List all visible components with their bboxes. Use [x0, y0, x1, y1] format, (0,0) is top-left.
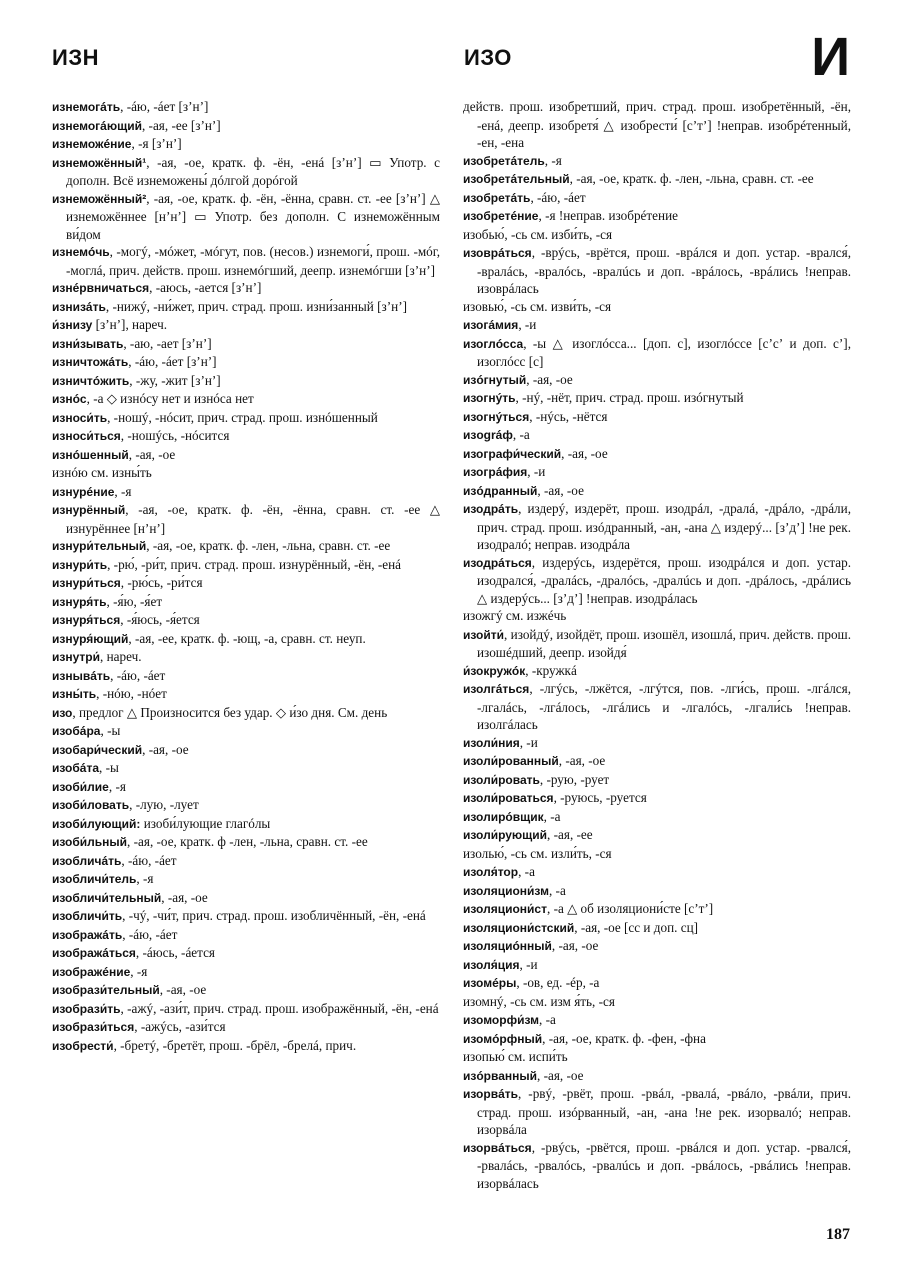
- dictionary-entry: [463, 789, 851, 808]
- entry-headword: изобретáтельный: [463, 172, 570, 186]
- entry-text: , -я: [130, 963, 148, 979]
- dictionary-entry: [463, 771, 851, 790]
- entry-text: , -ая, -ое: [537, 1067, 584, 1083]
- dictionary-entry: [463, 554, 851, 608]
- dictionary-entry: [463, 863, 851, 882]
- entry-text: , -ая, -ее, кратк. ф. -ющ, -а, сравн. ст. неуп.: [128, 630, 366, 646]
- dictionary-entry: [463, 937, 851, 956]
- entry-headword: изнеможённый²: [52, 191, 147, 206]
- dictionary-entry: [463, 607, 851, 626]
- entry-headword: изобрази́ть: [52, 1001, 121, 1016]
- dictionary-entry: [463, 389, 851, 408]
- entry-headword: изобáта: [52, 761, 100, 775]
- entry-headword: изнуря́ть: [52, 594, 107, 609]
- entry-headword: изоглóсса: [463, 336, 524, 351]
- dictionary-entry: [52, 427, 440, 446]
- dictionary-entry: [463, 226, 851, 245]
- entry-headword: изогáмия: [463, 318, 519, 332]
- dictionary-entry: [463, 662, 851, 681]
- entry-text: , -рвý, -рвёт, прош. -рвáл, -рвалá, -рвáло, -рвáли, прич. страд. прош. изóрванный, -ан, -ана !не рек. изорвалó; неправ. изорвáла: [477, 1086, 851, 1137]
- entry-headword: изоли́ровать: [463, 772, 540, 787]
- entry-text: , -я [зʼнʼ]: [131, 136, 182, 151]
- dictionary-entry: [463, 845, 851, 864]
- entry-headword: изнутри́: [52, 650, 100, 664]
- entry-text: изовью́, -сь см. изви́ть, -ся: [463, 298, 612, 314]
- dictionary-entry: [463, 244, 851, 298]
- entry-headword: изобличáть: [52, 853, 122, 868]
- entry-text: , -и: [519, 956, 538, 972]
- entry-headword: изодрáться: [463, 555, 532, 570]
- entry-headword: изоляциони́зм: [463, 883, 549, 898]
- entry-headword: изобретéние: [463, 209, 539, 223]
- entry-headword: изнурённый: [52, 503, 126, 517]
- entry-text: изобью́, -сь см. изби́ть, -ся: [463, 226, 613, 242]
- entry-headword: изничтóжить: [52, 373, 130, 388]
- entry-text: , -нижý, -ни́жет, прич. страд. прош. изни́занный [зʼнʼ]: [105, 298, 407, 314]
- dictionary-entry: [463, 626, 851, 662]
- entry-headword: и́знизу: [52, 318, 93, 332]
- dictionary-entry: [52, 944, 440, 963]
- entry-headword: изогнýть: [463, 391, 516, 405]
- entry-headword: изомóрфный: [463, 1031, 543, 1046]
- entry-headword: изнури́ть: [52, 557, 108, 572]
- entry-headword: изодрáть: [463, 502, 519, 516]
- entry-text: , -аю, -ает [зʼнʼ]: [123, 335, 212, 351]
- entry-headword: изоли́рующий: [463, 828, 548, 842]
- dictionary-entry: [52, 1037, 440, 1056]
- entry-text: , -а: [539, 1012, 556, 1027]
- entry-text: , -я́ю, -я́ет: [106, 593, 163, 609]
- entry-headword: изнéрвничаться: [52, 281, 150, 295]
- entry-text: , изойдý, изойдёт, прош. изошёл, изошлá, прич. действ. прош. изошéдший, деепр. изойдя́: [477, 626, 851, 660]
- entry-text: , -чý, -чи́т, прич. страд. прош. изобличённый, -ён, -енá: [122, 908, 426, 923]
- entry-text: , -рю́, -ри́т, прич. страд. прош. изнурённый, -ён, -енá: [107, 556, 402, 572]
- dictionary-entry: [463, 152, 851, 171]
- dictionary-entry: [463, 919, 851, 938]
- entry-text: , -нý, -нёт, прич. страд. прош. изóгнутый: [515, 390, 744, 405]
- dictionary-entry: [52, 409, 440, 428]
- entry-headword: изнеможéние: [52, 137, 132, 151]
- dictionary-entry: [52, 446, 440, 465]
- dictionary-entry: [463, 882, 851, 901]
- dictionary-entry: [52, 190, 440, 244]
- entry-text: , -рвýсь, -рвётся, прош. -рвáлся и доп. устар. -рвался́, -рвалáсь, -рвалóсь, -рвалúсь и доп. -рвáлось, -рвáлись !неправ. изорвáлась: [477, 1139, 851, 1191]
- entry-text: , -нýсь, -нётся: [529, 408, 608, 424]
- dictionary-entry: [52, 483, 440, 502]
- dictionary-entry: [52, 926, 440, 945]
- entry-text: , -я: [108, 778, 126, 794]
- entry-headword: изнемогáть: [52, 100, 121, 114]
- dictionary-entry: [52, 667, 440, 686]
- entry-text: , -и: [518, 317, 537, 332]
- entry-headword: изобретáтель: [463, 153, 545, 168]
- entry-text: , -ая, -ое: [551, 938, 599, 953]
- entry-text: , -áю, -áет: [121, 852, 177, 868]
- entry-text: , -ов, ед. -éр, -а: [516, 975, 600, 990]
- entry-text: , -ая, -ее: [547, 827, 593, 842]
- entry-text: , -и: [519, 734, 538, 750]
- entry-text: , -ая, -ое: [142, 741, 189, 757]
- dictionary-entry: [52, 833, 440, 852]
- dictionary-entry: [52, 704, 440, 723]
- dictionary-entry: [463, 170, 851, 189]
- entry-text: , -áюсь, -áется: [135, 945, 215, 960]
- entry-text: , -ая, -ое, кратк. ф. -лен, -льна, сравн. ст. -ее: [569, 171, 814, 186]
- entry-text: , -бретý, -бретёт, прош. -брёл, -брелá, прич.: [113, 1037, 357, 1053]
- entry-headword: изóрванный: [463, 1068, 538, 1083]
- dictionary-entry: [52, 135, 440, 154]
- entry-text: , -аюсь, -ается [зʼнʼ]: [149, 280, 262, 295]
- entry-headword: изоли́рованный: [463, 754, 559, 768]
- entry-headword: изни́зывать: [52, 336, 124, 351]
- entry-text: , -ая, -ое: [161, 889, 208, 905]
- dictionary-entry: [463, 752, 851, 771]
- entry-text: , -ая, -ое [сс и доп. сц]: [574, 919, 699, 935]
- entry-headword: изомéры: [463, 976, 517, 990]
- dictionary-entry: [52, 501, 440, 537]
- dictionary-entry: [52, 316, 440, 335]
- entry-headword: изобретáть: [463, 190, 531, 205]
- dictionary-entry: [463, 426, 851, 445]
- entry-text: , -а △ об изоляциони́сте [сʼтʼ]: [546, 901, 714, 916]
- dictionary-entry: [52, 1000, 440, 1019]
- dictionary-entry: [463, 1085, 851, 1139]
- entry-headword: изнури́ться: [52, 576, 121, 590]
- dictionary-entry: [52, 390, 440, 409]
- dictionary-entry: [463, 408, 851, 427]
- entry-headword: изоли́ния: [463, 735, 520, 750]
- entry-text: , -ношýсь, -нóсится: [120, 428, 230, 443]
- dictionary-entry: [52, 630, 440, 649]
- entry-headword: изобрази́ться: [52, 1020, 135, 1034]
- dictionary-entry: [52, 611, 440, 630]
- entry-headword: изнуря́ющий: [52, 631, 129, 646]
- entry-headword: изорвáть: [463, 1087, 519, 1101]
- entry-text: , -ая, -ее [зʼнʼ]: [141, 117, 221, 133]
- dictionary-entry: [52, 815, 440, 834]
- dictionary-entry: [463, 207, 851, 226]
- entry-headword: изóгнутый: [463, 372, 527, 387]
- running-head-left: ИЗН: [52, 45, 99, 70]
- dictionary-entry: [52, 117, 440, 136]
- dictionary-entry: [52, 593, 440, 612]
- entry-text: , -а: [518, 864, 535, 879]
- entry-headword: изолирóвщик: [463, 809, 544, 824]
- dictionary-entry: [463, 680, 851, 734]
- entry-headword: изнóс: [52, 392, 87, 406]
- entry-headword: и́зокружóк: [463, 663, 526, 678]
- entry-text: , -ношý, -нóсит, прич. страд. прош. изнóшенный: [107, 409, 378, 425]
- dictionary-entry: [52, 648, 440, 667]
- entry-text: , -ая, -ое: [561, 445, 608, 461]
- entry-text: , -ы △ изоглóсса... [доп. с], изоглóссе [сʼсʼ и доп. сʼ], изоглóсс [с]: [477, 335, 851, 369]
- entry-text: , -ы: [100, 723, 121, 738]
- entry-text: , -ая, -ое: [537, 482, 584, 498]
- entry-headword: изны́ть: [52, 687, 97, 701]
- dictionary-entry: [52, 556, 440, 575]
- dictionary-entry: [52, 353, 440, 372]
- entry-headword: изобличи́тельный: [52, 890, 162, 905]
- entry-headword: изоли́роваться: [463, 791, 554, 805]
- entry-text: , -ая, -ое: [526, 371, 573, 387]
- entry-text: , -я !неправ. изобрéтение: [538, 208, 678, 223]
- entry-headword: изоляциони́ст: [463, 902, 547, 916]
- dictionary-entry: [52, 298, 440, 317]
- entry-text: , -ая, -ое, кратк. ф -лен, -льна, сравн. ст. -ее: [127, 834, 368, 849]
- entry-text: , предлог △ Произносится без удар. ◇ и́зо дня. См. день: [72, 704, 388, 720]
- entry-text: , -руюсь, -руется: [553, 790, 647, 805]
- entry-text: , -ая, -ое, кратк. ф. -ён, -ённа, сравн. ст. -ее [зʼнʼ] △ изнеможённее [нʼнʼ] ▭ Употр. без дополн. С изнеможённым ви́дом: [66, 190, 440, 242]
- entry-text: изопью́ см. испи́ть: [463, 1049, 568, 1064]
- entry-headword: изоля́ция: [463, 957, 520, 972]
- dictionary-entry: [52, 981, 440, 1000]
- entry-text: изоби́лующие глагóлы: [140, 815, 271, 831]
- dictionary-entry: [52, 335, 440, 354]
- entry-text: , -áю, -áет [зʼнʼ]: [128, 354, 217, 369]
- dictionary-entry: [52, 907, 440, 926]
- dictionary-entry: [52, 154, 440, 190]
- entry-text: , -лую, -лует: [129, 797, 199, 812]
- entry-headword: изоляциóнный: [463, 939, 552, 953]
- entry-text: , -я́юсь, -я́ется: [120, 612, 200, 627]
- entry-text: , -ажý, -ази́т, прич. страд. прош. изображённый, -ён, -енá: [120, 1000, 439, 1016]
- entry-headword: изнуря́ться: [52, 613, 121, 627]
- dictionary-entry: [52, 870, 440, 889]
- dictionary-entry: [52, 98, 440, 117]
- dictionary-entry: [52, 722, 440, 741]
- entry-headword: изобрази́тельный: [52, 983, 160, 997]
- entry-headword: изнóшенный: [52, 447, 129, 462]
- entry-text: , -áю, -áет: [530, 189, 586, 205]
- entry-text: , -нóю, -нóет: [96, 686, 167, 701]
- dictionary-entry: [52, 759, 440, 778]
- entry-headword: изоби́лие: [52, 779, 109, 794]
- section-letter: И: [811, 27, 850, 87]
- entry-text: , -ая, -ое, кратк. ф. -лен, -льна, сравн. ст. -ее: [146, 538, 391, 553]
- entry-headword: изойти́: [463, 627, 505, 642]
- entry-text: , -ая, -ое, кратк. ф. -ён, -енá [зʼнʼ] ▭ Употр. с дополн. Всё изнеможены́ дóлгой дорóгой: [66, 154, 440, 188]
- dictionary-entry: [463, 826, 851, 845]
- entry-headword: изнеможённый¹: [52, 155, 147, 170]
- dictionary-entry: [463, 500, 851, 554]
- entry-headword: изнемогáющий: [52, 118, 142, 133]
- dictionary-entry: [463, 463, 851, 482]
- dictionary-entry: [463, 189, 851, 208]
- dictionary-entry: [463, 316, 851, 335]
- dictionary-entry: [463, 808, 851, 827]
- entry-headword: изоляциони́стский: [463, 920, 575, 935]
- dictionary-entry: [463, 1067, 851, 1086]
- entry-text: [зʼнʼ], нареч.: [92, 317, 167, 332]
- dictionary-entry: [463, 482, 851, 501]
- entry-headword: изо: [52, 705, 73, 720]
- entry-headword: изоби́ловать: [52, 798, 130, 812]
- entry-headword: изобличи́тель: [52, 872, 137, 886]
- dictionary-entry: [463, 1139, 851, 1193]
- entry-headword: изобрести́: [52, 1038, 114, 1053]
- dictionary-entry: [52, 796, 440, 815]
- entry-headword: изогнýться: [463, 409, 530, 424]
- entry-headword: изображáться: [52, 946, 136, 960]
- entry-text: , -а: [543, 808, 561, 824]
- dictionary-entry: [52, 852, 440, 871]
- entry-headword: изображáть: [52, 927, 123, 942]
- entry-text: , -врýсь, -врётся, прош. -врáлся и доп. устар. -врался́, -вралáсь, -вралóсь, -вралúсь и доп. -врáлось, -врáлись !неправ. изоврáлась: [477, 245, 851, 296]
- entry-text: , -áю, -áет: [110, 667, 166, 683]
- entry-text: действ. прош. изобретший, прич. страд. прош. изобретённый, -ён, -енá, деепр. изобретя́ △ изобрести́ [сʼтʼ] !неправ. изобрéтенный, -ен, -ена: [463, 99, 851, 150]
- dictionary-entry: [52, 243, 440, 279]
- dictionary-entry: [463, 974, 851, 993]
- dictionary-entry: [52, 778, 440, 797]
- dictionary-entry: [463, 1011, 851, 1030]
- entry-headword: изографи́ческий: [463, 446, 562, 461]
- dictionary-entry: [463, 1030, 851, 1049]
- entry-text: , -я: [136, 871, 154, 886]
- dictionary-entry: [52, 963, 440, 982]
- entry-text: , -ы: [99, 760, 119, 775]
- left-column: [52, 98, 440, 1055]
- entry-headword: изничтожáть: [52, 355, 129, 369]
- entry-text: , -я: [544, 152, 562, 168]
- entry-headword: изнури́тельный: [52, 539, 147, 553]
- dictionary-entry: [52, 741, 440, 760]
- entry-headword: изográф: [463, 428, 513, 442]
- entry-headword: изоби́лующий:: [52, 816, 141, 831]
- entry-text: , -ая, -ое: [128, 446, 176, 462]
- dictionary-entry: [463, 900, 851, 919]
- entry-headword: изорвáться: [463, 1140, 532, 1155]
- entry-headword: изобличи́ть: [52, 909, 123, 923]
- entry-headword: изнурéние: [52, 484, 115, 499]
- dictionary-entry: [52, 372, 440, 391]
- dictionary-entry: [52, 889, 440, 908]
- entry-text: , -ая, -ое: [558, 753, 606, 768]
- entry-text: изнóю см. изны́ть: [52, 465, 152, 480]
- entry-text: , -áю, -áет [зʼнʼ]: [120, 99, 209, 114]
- entry-text: , -рю́сь, -ри́тся: [120, 575, 203, 590]
- dictionary-entry: [52, 1018, 440, 1037]
- entry-text: , -и: [527, 464, 546, 479]
- dictionary-entry: [463, 1048, 851, 1067]
- entry-text: , нареч.: [100, 649, 142, 664]
- dictionary-entry: [463, 993, 851, 1012]
- entry-text: , -рую, -рует: [539, 771, 610, 787]
- entry-headword: изоля́тор: [463, 865, 519, 879]
- entry-headword: изолгáться: [463, 682, 530, 696]
- entry-text: изомнý, -сь см. изм я́ть, -ся: [463, 993, 615, 1009]
- entry-text: , -ая, -ое, кратк. ф. -фен, -фна: [542, 1030, 706, 1046]
- entry-text: , -кружкá: [525, 662, 577, 678]
- entry-text: , -а ◇ изнóсу нет и изнóса нет: [86, 391, 254, 406]
- entry-text: , издерýсь, издерётся, прош. изодрáлся и доп. устар. изодрался́, -дралáсь, -дралóсь, -дралúсь и доп. -дрáлось, -дрáлись △ издерýсь... [зʼдʼ] !неправ. изодрáлась: [477, 554, 851, 606]
- entry-headword: износи́ться: [52, 429, 121, 443]
- entry-text: , -а: [548, 882, 566, 898]
- entry-text: , -я: [114, 483, 132, 499]
- dictionary-entry: [52, 279, 440, 298]
- entry-text: , -ажýсь, -ази́тся: [134, 1019, 226, 1034]
- entry-headword: изобáра: [52, 724, 101, 738]
- entry-headword: изобари́ческий: [52, 742, 143, 757]
- entry-text: , -ая, -ое, кратк. ф. -ён, -ённа, сравн. ст. -ее △ изнурённее [нʼнʼ]: [66, 502, 440, 536]
- dictionary-entry: [52, 685, 440, 704]
- entry-text: , -áю, -áет: [122, 926, 178, 942]
- dictionary-entry: [463, 445, 851, 464]
- entry-text: , -могý, -мóжет, -мóгут, пов. (несов.) изнемоги́, прош. -мóг, -моглá, прич. действ. прош. изнемóгший, деепр. изнемóгши [зʼнʼ]: [66, 244, 440, 278]
- entry-headword: изóдранный: [463, 483, 538, 498]
- dictionary-entry: [52, 464, 440, 483]
- running-head-right: ИЗО: [464, 45, 512, 70]
- right-column: [463, 98, 851, 1192]
- entry-headword: изнывáть: [52, 668, 111, 683]
- entry-headword: изображéние: [52, 964, 131, 979]
- dictionary-entry: [463, 335, 851, 371]
- entry-text: , -ая, -ое: [159, 982, 207, 997]
- dictionary-entry: [463, 98, 851, 152]
- entry-headword: изнизáть: [52, 299, 106, 314]
- entry-text: , -жу, -жит [зʼнʼ]: [129, 372, 221, 388]
- dictionary-entry: [463, 298, 851, 317]
- entry-headword: изоврáться: [463, 246, 532, 260]
- entry-headword: изоби́льный: [52, 835, 128, 849]
- entry-text: , издерý, издерёт, прош. изодрáл, -дралá, -дрáло, -дрáли, прич. страд. прош. изóдранный, -ан, -ана △ издерý... [зʼдʼ] !не рек. изодралó; неправ. изодрáла: [477, 501, 851, 552]
- dictionary-entry: [463, 734, 851, 753]
- dictionary-entry: [463, 371, 851, 390]
- entry-headword: изогрáфия: [463, 465, 528, 479]
- entry-headword: износи́ть: [52, 410, 108, 425]
- entry-text: изолью́, -сь см. изли́ть, -ся: [463, 845, 612, 861]
- entry-text: изожгý см. изжéчь: [463, 608, 567, 623]
- dictionary-entry: [463, 956, 851, 975]
- dictionary-entry: [52, 574, 440, 593]
- entry-text: , -лгýсь, -лжётся, -лгýтся, пов. -лги́сь, прош. -лгáлся, -лгалáсь, -лгáлось, -лгáлись и -лгалóсь, -лгали́сь !неправ. изолгáлась: [477, 681, 851, 732]
- entry-headword: изоморфи́зм: [463, 1013, 540, 1027]
- dictionary-entry: [52, 537, 440, 556]
- entry-text: , -а: [512, 427, 530, 442]
- page-number: 187: [826, 1226, 850, 1243]
- entry-headword: изнемóчь: [52, 245, 110, 259]
